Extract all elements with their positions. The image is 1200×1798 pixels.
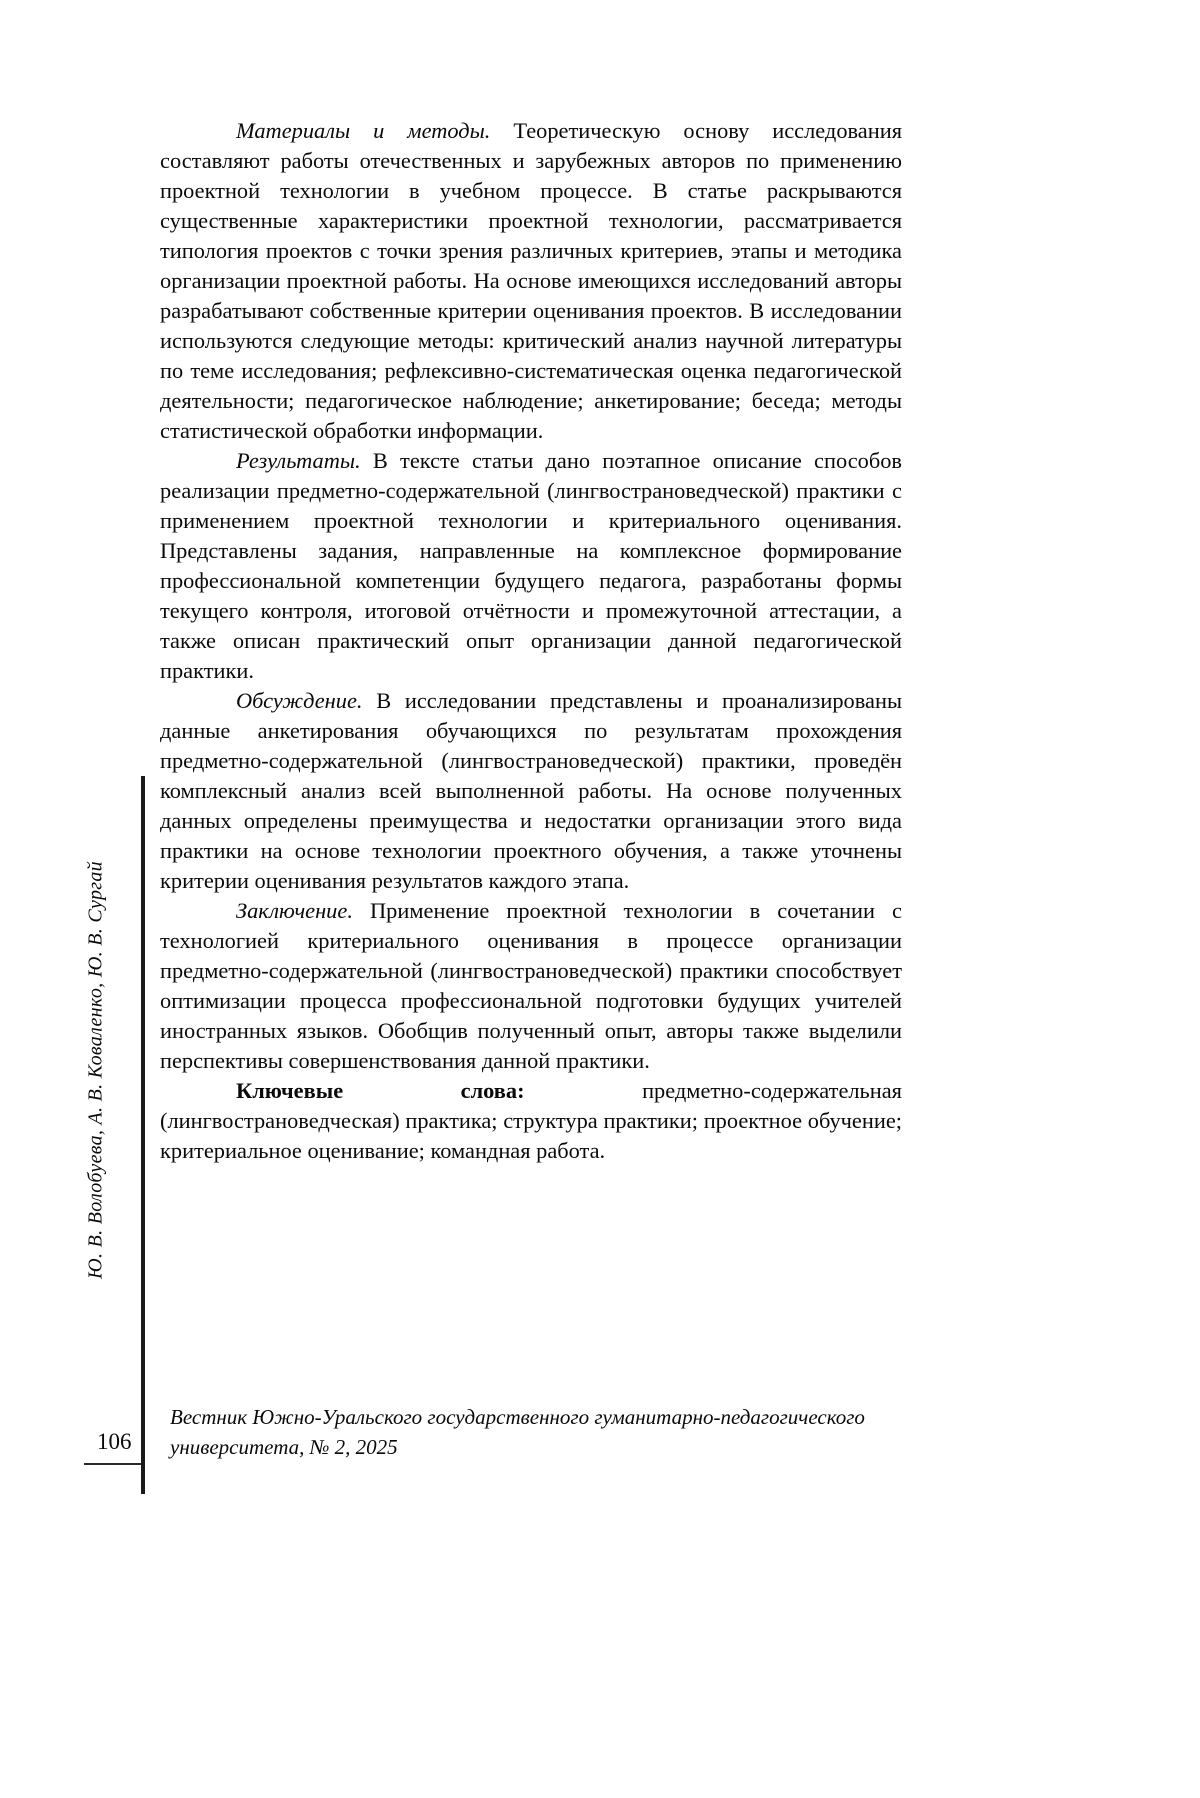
page-number: 106 bbox=[97, 1429, 132, 1454]
paragraph-text: В исследовании представлены и проанализированы данные анкетирования обучающихся по результатам прохождения предметно-содержательной (лингвострановедческой) практики, проведён комплексный анализ всей выполненной работы. На основе полученных данных определены преимущества и недостатки организации этого вида практики на основе технологии проектного обучения, а также уточнены критерии оценивания результатов каждого этапа. bbox=[160, 688, 902, 893]
abstract-text-block bbox=[160, 116, 902, 1166]
paragraph-conclusion bbox=[160, 896, 902, 1076]
page-number-rule bbox=[84, 1463, 141, 1465]
section-lead-materials-methods: Материалы и методы. bbox=[236, 118, 491, 143]
paragraph-text: предметно-содержательная (лингвострановедческая) практика; структура практики; проектное обучение; критериальное оценивание; командная работа. bbox=[160, 1078, 902, 1163]
paragraph-text: Применение проектной технологии в сочетании с технологией критериального оценивания в процессе организации предметно-содержательной (лингвострановедческой) практики способствует оптимизации процесса профессиональной подготовки будущих учителей иностранных языков. Обобщив полученный опыт, авторы также выделили перспективы совершенствования данной практики. bbox=[160, 898, 902, 1073]
paragraph-text: Теоретическую основу исследования составляют работы отечественных и зарубежных авторов по применению проектной технологии в учебном процессе. В статье раскрываются существенные характеристики проектной технологии, рассматривается типология проектов с точки зрения различных критериев, этапы и методика организации проектной работы. На основе имеющихся исследований авторы разрабатывают собственные критерии оценивания проектов. В исследовании используются следующие методы: критический анализ научной литературы по теме исследования; рефлексивно-систематическая оценка педагогической деятельности; педагогическое наблюдение; анкетирование; беседа; методы статистической обработки информации. bbox=[160, 118, 902, 443]
sidebar-authors-vertical-text: Ю. В. Волобуева, А. В. Коваленко, Ю. В. Сургай bbox=[84, 861, 107, 1279]
section-lead-keywords: Ключевые слова: bbox=[236, 1078, 525, 1103]
section-lead-results: Результаты. bbox=[236, 448, 361, 473]
paragraph-keywords bbox=[160, 1076, 902, 1166]
paragraph-text: В тексте статьи дано поэтапное описание способов реализации предметно-содержательной (лингвострановедческой) практики с применением проектной технологии и критериального оценивания. Представлены задания, направленные на комплексное формирование профессиональной компетенции будущего педагога, разработаны формы текущего контроля, итоговой отчётности и промежуточной аттестации, а также описан практический опыт организации данной педагогической практики. bbox=[160, 448, 902, 683]
paragraph-results bbox=[160, 446, 902, 686]
paragraph-materials-methods bbox=[160, 116, 902, 446]
section-lead-discussion: Обсуждение. bbox=[236, 688, 363, 713]
section-lead-conclusion: Заключение. bbox=[236, 898, 353, 923]
paragraph-discussion bbox=[160, 686, 902, 896]
vertical-rule bbox=[141, 776, 145, 1494]
journal-footer: Вестник Южно-Уральского государственного гуманитарно-педагогического университета, № 2, 2025 bbox=[170, 1405, 865, 1459]
